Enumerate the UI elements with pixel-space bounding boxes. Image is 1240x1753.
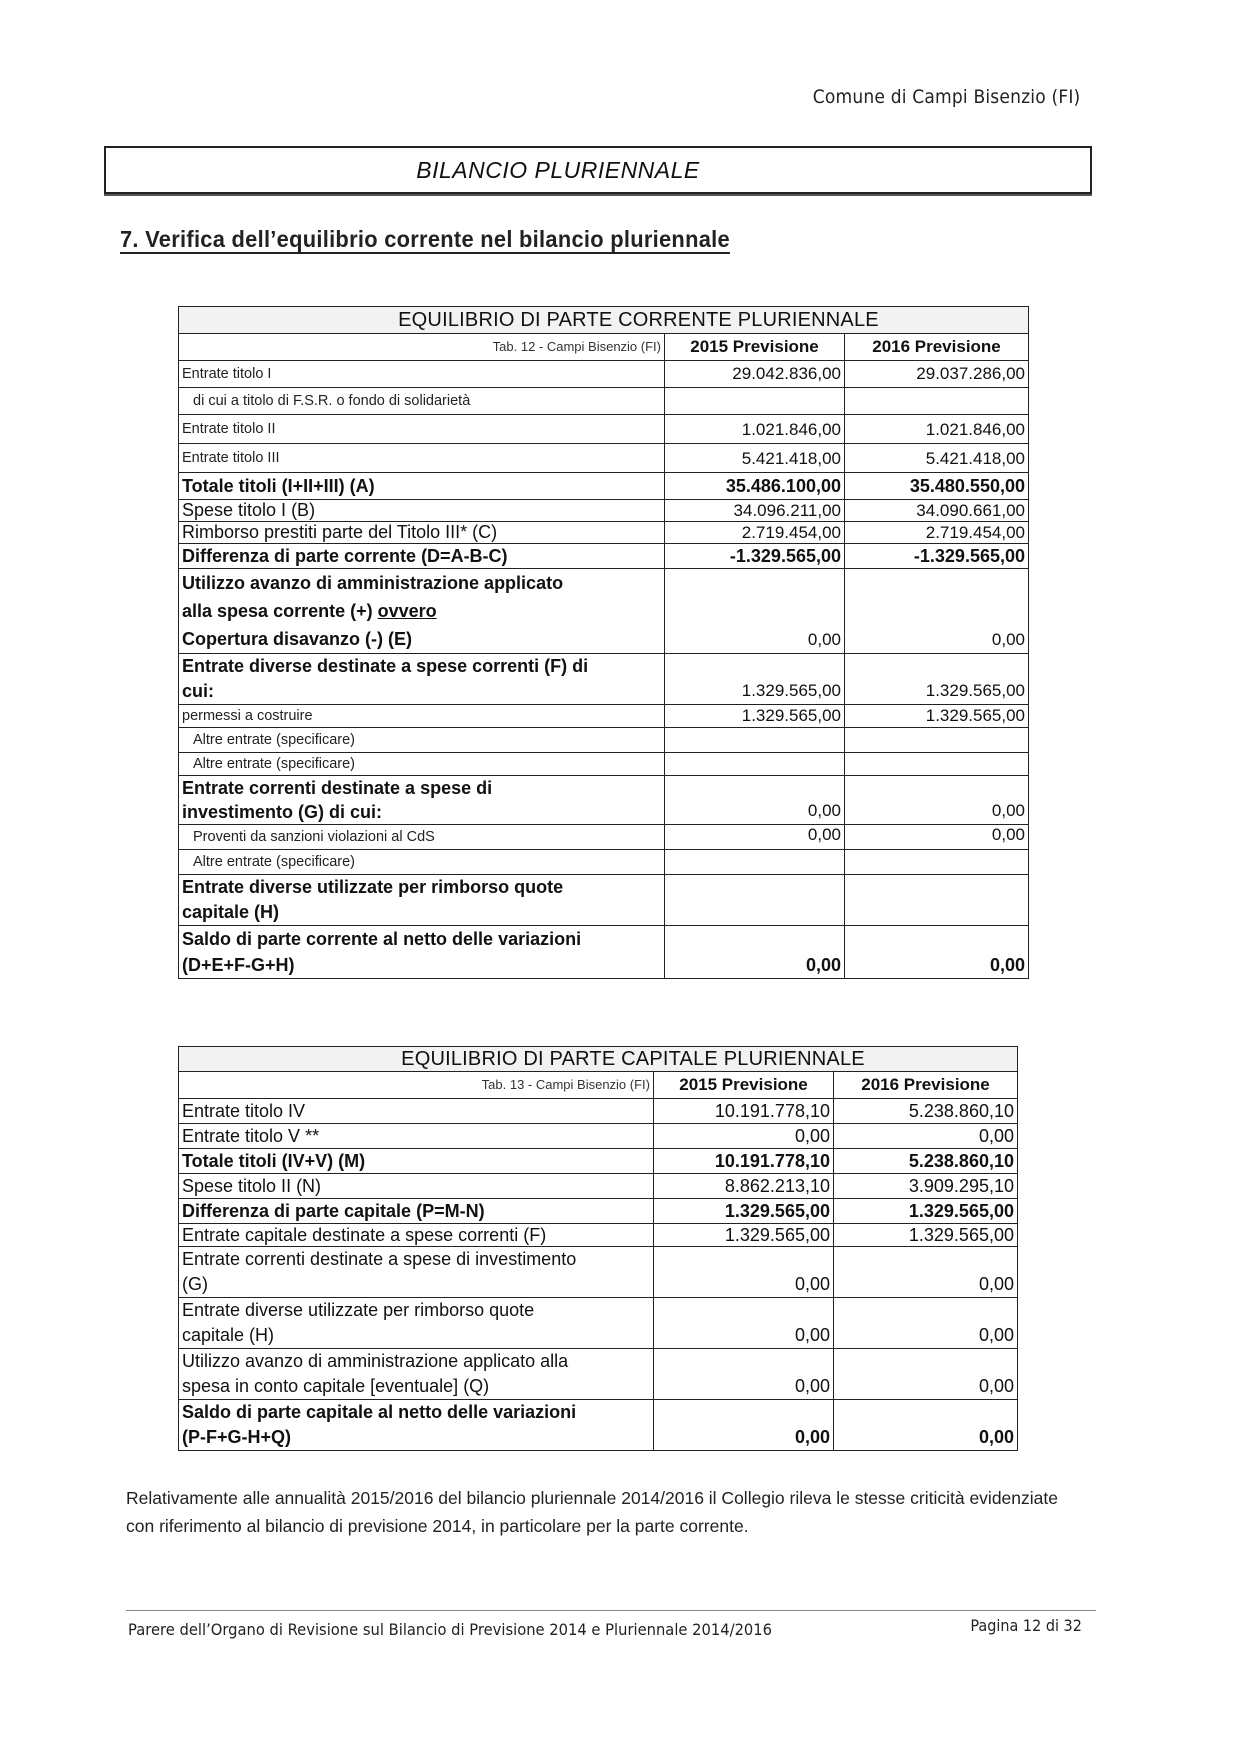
value-2016: 0,00 bbox=[834, 1400, 1018, 1451]
value-2015: 0,00 bbox=[654, 1247, 834, 1298]
value-2015: 0,00 bbox=[665, 825, 845, 850]
section-title: 7. Verifica dell’equilibrio corrente nel bilancio pluriennale bbox=[120, 226, 730, 252]
value-2015: 1.329.565,00 bbox=[654, 1224, 834, 1247]
row-label-line: (D+E+F-G+H) bbox=[182, 955, 295, 975]
value-2016 bbox=[845, 388, 1029, 415]
table-row bbox=[179, 1298, 1018, 1349]
value-2015: 35.486.100,00 bbox=[665, 473, 845, 500]
table-row bbox=[179, 1247, 1018, 1298]
table-row bbox=[179, 388, 1029, 415]
value-2016: 1.021.846,00 bbox=[845, 415, 1029, 444]
row-label bbox=[179, 1349, 654, 1400]
table-title-row bbox=[179, 307, 1029, 334]
value-2015: 10.191.778,10 bbox=[654, 1099, 834, 1124]
value-2015: 0,00 bbox=[665, 776, 845, 825]
value-2016: 34.090.661,00 bbox=[845, 500, 1029, 522]
table-row bbox=[179, 850, 1029, 875]
row-label bbox=[179, 1298, 654, 1349]
table-row bbox=[179, 361, 1029, 388]
row-label: Altre entrate (specificare) bbox=[179, 850, 665, 875]
municipality-header: Comune di Campi Bisenzio (FI) bbox=[812, 86, 1080, 108]
table-parte-capitale bbox=[178, 1046, 1018, 1451]
value-2016: 0,00 bbox=[845, 825, 1029, 850]
table-header-row bbox=[179, 1072, 1018, 1099]
row-label-line: (G) bbox=[182, 1274, 208, 1294]
value-2015: 1.329.565,00 bbox=[654, 1199, 834, 1224]
table-row bbox=[179, 522, 1029, 544]
value-2015 bbox=[665, 850, 845, 875]
row-label: Rimborso prestiti parte del Titolo III* (C) bbox=[179, 522, 665, 544]
row-label: Totale titoli (I+II+III) (A) bbox=[179, 473, 665, 500]
value-2015 bbox=[665, 728, 845, 753]
value-2016 bbox=[845, 728, 1029, 753]
table-row bbox=[179, 444, 1029, 473]
table-row bbox=[179, 1199, 1018, 1224]
value-2015: 1.329.565,00 bbox=[665, 705, 845, 728]
row-label: Totale titoli (IV+V) (M) bbox=[179, 1149, 654, 1174]
row-label-line: Entrate diverse utilizzate per rimborso quote bbox=[182, 1300, 535, 1320]
value-2015: 1.329.565,00 bbox=[665, 654, 845, 705]
row-label: Entrate titolo I bbox=[179, 361, 665, 388]
table-row bbox=[179, 1174, 1018, 1199]
value-2015 bbox=[665, 753, 845, 776]
value-2015: 0,00 bbox=[654, 1298, 834, 1349]
value-2016: 5.238.860,10 bbox=[834, 1099, 1018, 1124]
row-label-line: Utilizzo avanzo di amministrazione applicato alla bbox=[182, 1351, 569, 1371]
row-label: permessi a costruire bbox=[179, 705, 665, 728]
value-2015: 0,00 bbox=[665, 926, 845, 979]
row-label-line: Saldo di parte capitale al netto delle variazioni bbox=[182, 1402, 577, 1422]
value-2015: 29.042.836,00 bbox=[665, 361, 845, 388]
row-label: Proventi da sanzioni violazioni al CdS bbox=[179, 825, 665, 850]
row-label bbox=[179, 1400, 654, 1451]
value-2016: 5.421.418,00 bbox=[845, 444, 1029, 473]
col-header-2015: 2015 Previsione bbox=[654, 1072, 834, 1099]
value-2016: 0,00 bbox=[845, 569, 1029, 654]
value-2016: 0,00 bbox=[834, 1247, 1018, 1298]
table-row bbox=[179, 753, 1029, 776]
value-2016: 1.329.565,00 bbox=[845, 654, 1029, 705]
row-label bbox=[179, 776, 665, 825]
row-label bbox=[179, 875, 665, 926]
value-2015: 10.191.778,10 bbox=[654, 1149, 834, 1174]
table-title-row bbox=[179, 1047, 1018, 1072]
table-header-row bbox=[179, 334, 1029, 361]
footer-document-title: Parere dell’Organo di Revisione sul Bilancio di Previsione 2014 e Pluriennale 2014/2016 bbox=[128, 1620, 773, 1639]
row-label-line: investimento (G) di cui: bbox=[182, 802, 383, 822]
value-2016: 0,00 bbox=[834, 1124, 1018, 1149]
table-title: EQUILIBRIO DI PARTE CAPITALE PLURIENNALE bbox=[179, 1047, 1018, 1072]
table-row bbox=[179, 825, 1029, 850]
row-label-line: (P-F+G-H+Q) bbox=[182, 1427, 292, 1447]
value-2016: 1.329.565,00 bbox=[834, 1199, 1018, 1224]
row-label-line: Entrate correnti destinate a spese di investimento bbox=[182, 1249, 577, 1269]
value-2016: 1.329.565,00 bbox=[845, 705, 1029, 728]
row-label: Spese titolo II (N) bbox=[179, 1174, 654, 1199]
table-ref: Tab. 12 - Campi Bisenzio (FI) bbox=[179, 334, 665, 361]
value-2016: 2.719.454,00 bbox=[845, 522, 1029, 544]
row-label: Entrate titolo II bbox=[179, 415, 665, 444]
table-row bbox=[179, 705, 1029, 728]
table-row bbox=[179, 1124, 1018, 1149]
banner bbox=[104, 146, 1092, 194]
row-label bbox=[179, 926, 665, 979]
row-label-line: Entrate diverse utilizzate per rimborso quote bbox=[182, 877, 564, 897]
row-label-line: capitale (H) bbox=[182, 902, 280, 922]
col-header-2016: 2016 Previsione bbox=[845, 334, 1029, 361]
value-2016: 0,00 bbox=[845, 926, 1029, 979]
table-row bbox=[179, 473, 1029, 500]
footer-divider bbox=[126, 1610, 1096, 1611]
table-row bbox=[179, 569, 1029, 654]
value-2015: 0,00 bbox=[654, 1349, 834, 1400]
row-label: Differenza di parte corrente (D=A-B-C) bbox=[179, 544, 665, 569]
value-2016: 0,00 bbox=[845, 776, 1029, 825]
row-label: Entrate capitale destinate a spese correnti (F) bbox=[179, 1224, 654, 1247]
table-row bbox=[179, 654, 1029, 705]
table-row bbox=[179, 1149, 1018, 1174]
row-label-line: Utilizzo avanzo di amministrazione applicato bbox=[182, 573, 564, 593]
col-header-2016: 2016 Previsione bbox=[834, 1072, 1018, 1099]
conclusion-paragraph: Relativamente alle annualità 2015/2016 del bilancio pluriennale 2014/2016 il Collegio rileva le stesse criticità evidenziate con riferimento al bilancio di previsione 2014, in particolare per la parte corrente. bbox=[126, 1488, 1058, 1536]
value-2015: 1.021.846,00 bbox=[665, 415, 845, 444]
value-2016: 0,00 bbox=[834, 1349, 1018, 1400]
value-2016: 29.037.286,00 bbox=[845, 361, 1029, 388]
row-label: Altre entrate (specificare) bbox=[179, 728, 665, 753]
table-row bbox=[179, 1224, 1018, 1247]
row-label: Entrate titolo V ** bbox=[179, 1124, 654, 1149]
table-row bbox=[179, 776, 1029, 825]
row-label-line: Copertura disavanzo (-) (E) bbox=[182, 629, 413, 649]
row-label-line: spesa in conto capitale [eventuale] (Q) bbox=[182, 1376, 490, 1396]
row-label: Spese titolo I (B) bbox=[179, 500, 665, 522]
row-label bbox=[179, 569, 665, 654]
value-2016: 35.480.550,00 bbox=[845, 473, 1029, 500]
table-row bbox=[179, 1099, 1018, 1124]
table-title: EQUILIBRIO DI PARTE CORRENTE PLURIENNALE bbox=[179, 307, 1029, 334]
table-parte-corrente bbox=[178, 306, 1029, 979]
table-row bbox=[179, 415, 1029, 444]
table-ref: Tab. 13 - Campi Bisenzio (FI) bbox=[179, 1072, 654, 1099]
row-label bbox=[179, 1247, 654, 1298]
table-row bbox=[179, 875, 1029, 926]
value-2016 bbox=[845, 753, 1029, 776]
row-label: Differenza di parte capitale (P=M-N) bbox=[179, 1199, 654, 1224]
value-2016: -1.329.565,00 bbox=[845, 544, 1029, 569]
value-2016: 1.329.565,00 bbox=[834, 1224, 1018, 1247]
row-label bbox=[179, 654, 665, 705]
value-2015 bbox=[665, 875, 845, 926]
value-2016: 5.238.860,10 bbox=[834, 1149, 1018, 1174]
value-2015: 0,00 bbox=[654, 1400, 834, 1451]
value-2016: 0,00 bbox=[834, 1298, 1018, 1349]
row-label: di cui a titolo di F.S.R. o fondo di solidarietà bbox=[179, 388, 665, 415]
value-2015: 0,00 bbox=[665, 569, 845, 654]
value-2015: 2.719.454,00 bbox=[665, 522, 845, 544]
row-label: Altre entrate (specificare) bbox=[179, 753, 665, 776]
table-row bbox=[179, 926, 1029, 979]
row-label: Entrate titolo IV bbox=[179, 1099, 654, 1124]
row-label: Entrate titolo III bbox=[179, 444, 665, 473]
value-2015 bbox=[665, 388, 845, 415]
banner-title: BILANCIO PLURIENNALE bbox=[416, 156, 700, 183]
page-number: Pagina 12 di 32 bbox=[970, 1616, 1082, 1635]
value-2015: 0,00 bbox=[654, 1124, 834, 1149]
value-2016 bbox=[845, 875, 1029, 926]
row-label-line: Entrate correnti destinate a spese di bbox=[182, 778, 493, 798]
value-2015: 34.096.211,00 bbox=[665, 500, 845, 522]
row-label-line: capitale (H) bbox=[182, 1325, 275, 1345]
row-label-line: cui: bbox=[182, 681, 215, 701]
value-2015: -1.329.565,00 bbox=[665, 544, 845, 569]
row-label-line: alla spesa corrente (+) ovvero bbox=[182, 601, 437, 621]
value-2016 bbox=[845, 850, 1029, 875]
table-row bbox=[179, 544, 1029, 569]
value-2015: 5.421.418,00 bbox=[665, 444, 845, 473]
table-row bbox=[179, 1349, 1018, 1400]
value-2016: 3.909.295,10 bbox=[834, 1174, 1018, 1199]
col-header-2015: 2015 Previsione bbox=[665, 334, 845, 361]
row-label-line: Saldo di parte corrente al netto delle variazioni bbox=[182, 929, 582, 949]
table-row bbox=[179, 1400, 1018, 1451]
row-label-line: Entrate diverse destinate a spese correnti (F) di bbox=[182, 656, 589, 676]
table-row bbox=[179, 500, 1029, 522]
value-2015: 8.862.213,10 bbox=[654, 1174, 834, 1199]
table-row bbox=[179, 728, 1029, 753]
